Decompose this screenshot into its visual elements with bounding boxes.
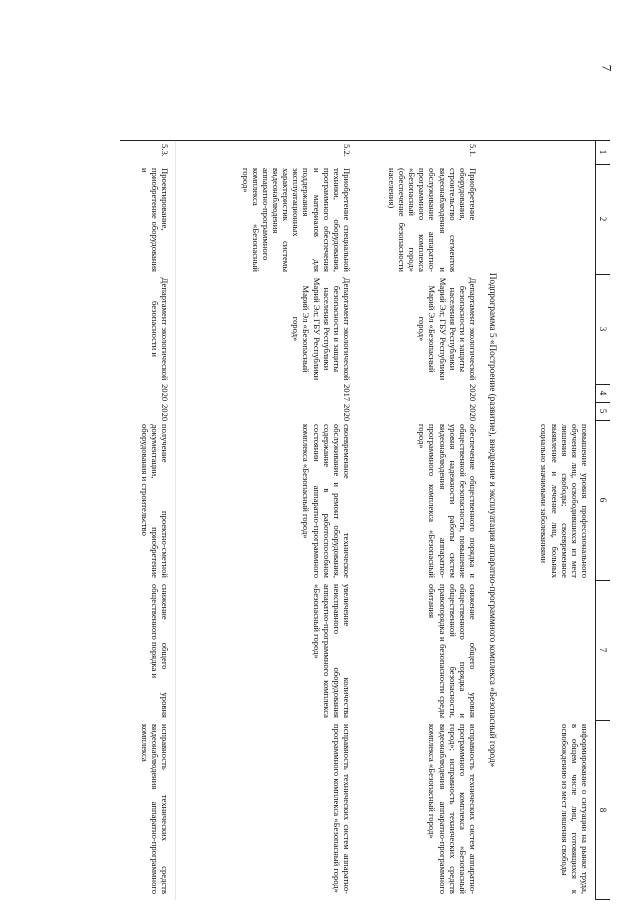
col-header-7: 7 [598, 647, 608, 653]
top-row-result: повышение уровня профессионального обучения лиц, освободившихся из мест лишения свободы; своевременное выявление и лечение лиц, больных социально значимыми заболеваниями [539, 424, 590, 578]
col-header-4: 4 [598, 390, 608, 396]
col-divider [596, 402, 610, 403]
col-divider [596, 720, 610, 721]
col-divider [596, 274, 610, 275]
row-name: Проектирование, приобретение оборудования и [139, 168, 170, 272]
row-consequence: увеличение количества неисправного оборудования аппаратно-программного комплекса «Безопасный город» [311, 584, 352, 718]
row-num: 5.3. [160, 144, 170, 157]
subprogram-title: Подпрограмма 5 «Построение (развитие), внедрение и эксплуатация аппаратно-программного комплекса «Безопасный город» [488, 272, 498, 768]
row-end-year: 2020 [160, 404, 170, 422]
col-divider [596, 384, 610, 385]
col-header-2: 2 [598, 216, 608, 222]
row-executor: Департамент экологической безопасности и защиты населения Республики Марий Эл; ГБУ Республики Марий Эл «Безопасный город» [291, 277, 352, 381]
table-border-right [596, 899, 610, 900]
col-header-1: 1 [598, 149, 608, 155]
row-result: своевременное техническое обслуживание и ремонт оборудования, содержание в работоспособном состоянии аппаратно-программного комплекса «Безопасный город» [301, 424, 352, 578]
row-name: Приобретение оборудования, строительство сегментов видеонаблюдения и обслуживание аппаратно-программного комплекса «Безопасный город» (обеспечение безопасности населения) [386, 168, 478, 272]
row-result: обеспечение общественного порядка и общественной безопасности, повышение уровня надежности работы систем видеонаблюдения аппаратно-программного комплекса «Безопасный город» [417, 424, 478, 578]
row-consequence: снижение общего уровня общественного порядка и [149, 584, 170, 718]
row-result: получение проектно-сметной документации, приобретение оборудования и строительство [139, 424, 170, 578]
col-divider [596, 420, 610, 421]
page-number: 7 [599, 64, 615, 72]
row-indicator: исправность технических систем аппаратно-программного комплекса «Безопасный город» [331, 724, 352, 894]
row-start-year: 2017 [342, 384, 352, 402]
row-end-year: 2020 [342, 404, 352, 422]
row-executor: Департамент экологической безопасности и [149, 277, 170, 381]
col-header-3: 3 [598, 326, 608, 332]
table-border-left [120, 140, 610, 141]
row-consequence: снижение общего уровня общественного порядка и общественной безопасности, правопорядка и безопасности среды обитания [427, 584, 478, 718]
header-rule [595, 140, 596, 900]
row-indicator: исправность технических средств видеонаблюдения аппаратно-программного комплекса [139, 724, 170, 894]
rotated-table-sheet [120, 140, 610, 900]
top-row-indicator: информирование о ситуации на рынке труда, в общем числе лиц, готовящихся к освобождению из мест лишения свободы [559, 724, 590, 894]
row-executor: Департамент экологической безопасности и защиты населения Республики Марий Эл; ГБУ Республики Марий Эл «Безопасный город» [417, 277, 478, 381]
row-num: 5.1. [468, 144, 478, 157]
row-num: 5.2. [342, 144, 352, 157]
row-end-year: 2020 [468, 404, 478, 422]
col-divider [596, 580, 610, 581]
row-indicator: исправность технических систем аппаратно-программного комплекса «Безопасный город»; исправность технических средств видеонаблюдения аппаратно-программного комплекса «Безопасный город» [427, 724, 478, 894]
col-header-8: 8 [598, 807, 608, 813]
col-divider [596, 164, 610, 165]
col-header-5: 5 [598, 408, 608, 414]
col-header-6: 6 [598, 497, 608, 503]
row-separator [175, 140, 176, 900]
row-name: Приобретение специальной техники, оборудования, программного обеспечения и материалов для поддержания эксплуатационных характеристик системы видеонаблюдения аппаратно-программного комплекса «Безопасный город» [240, 168, 352, 272]
row-start-year: 2020 [468, 384, 478, 402]
row-start-year: 2020 [160, 384, 170, 402]
